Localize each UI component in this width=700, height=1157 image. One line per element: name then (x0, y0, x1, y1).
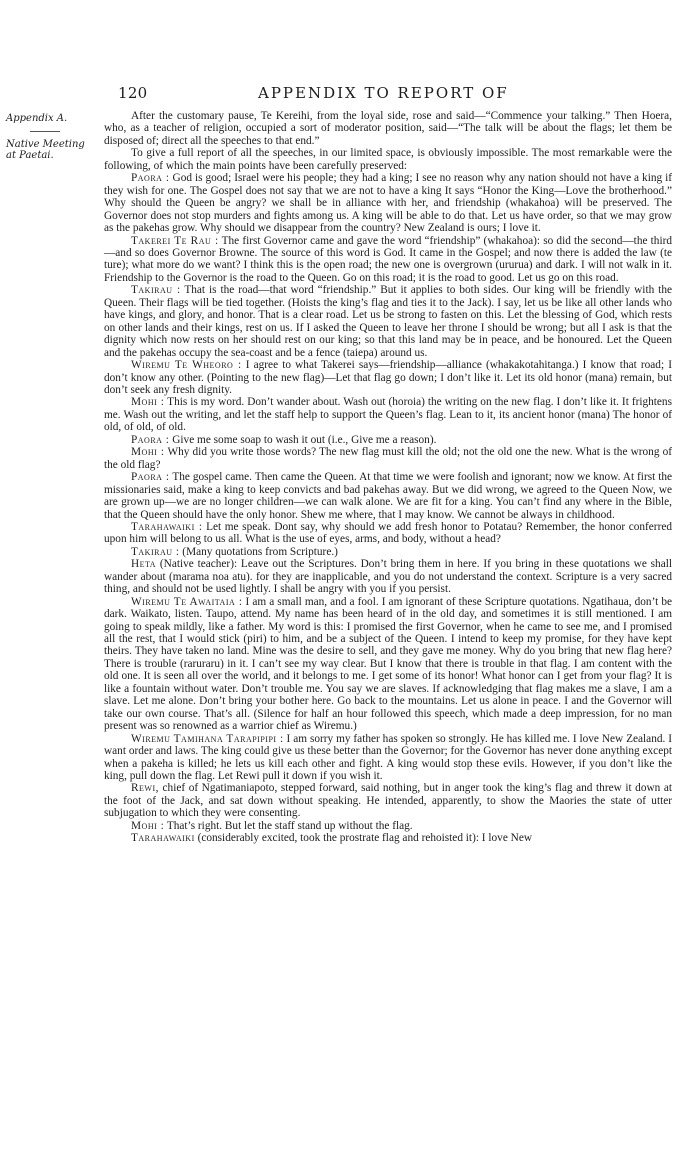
speaker-name: Heta (131, 558, 157, 571)
speech-text: (Native teacher): Leave out the Scriptures. Don’t bring them in here. If you bring in these quotations we shall wander about (marama noa atu). for they are inapplicable, and you do not understand the context. Scripture is a very sacred thing, and should not be used lightly. I shall be angry with you if you persist. (104, 558, 672, 596)
speaker-name: Mohi : (131, 446, 165, 459)
speech-paragraph (104, 359, 672, 396)
speech-text: chief of Ngatimaniapoto, stepped forward, said nothing, but in anger took the king’s flag and threw it down at the foot of the Jack, and sat down without speaking. He intended, apparently, to show the Maories the state of utter subjugation to which they were consenting. (104, 782, 672, 820)
paragraph-text: To give a full report of all the speeches, in our limited space, is obviously impossible. The most remarkable were the following, of which the main points have been carefully preserved: (104, 147, 672, 172)
speaker-name: Wiremu Te Wheoro : (131, 359, 242, 372)
speech-paragraph (104, 396, 672, 433)
speech-text: That is the road—that word “friendship.” But it applies to both sides. Our king will be friendly with the Queen. Their flags will be tied together. (Hoists the king’s flag and ties it to the Jack). I say, let us be like all other lands who have kings, and glory, and honor. That is a clear road. Let us be strong to fasten on this. Let the blessing of God, which rests on other lands and their kings, rest on us. If I asked the Queen to leave her throne I should be wrong; but all I ask is that the dignity which now rests on her should rest on our king; so that this land may be in peace, and be honoured. Let the Queen and the pakehas occupy the sea-coast and be a fence (taiepa) around us. (104, 284, 672, 359)
speaker-name: Paora : (131, 172, 170, 185)
speaker-name: Tarahawaiki : (131, 520, 203, 533)
speaker-name: Wiremu Tamihana Tarapipipi : (131, 732, 284, 745)
speaker-name: Paora : (131, 471, 170, 484)
margin-appendix-label: Appendix A. (6, 113, 68, 124)
speech-text: This is my word. Don’t wander about. Wash out (horoia) the writing on the new flag. I don’t like it. It frightens me. Wash out the writing, and let the staff help to support the Queen’s flag. Lean to it, its ancient honor (mana) The honor of old, of old, of old. (104, 396, 672, 434)
speaker-name: Mohi : (131, 819, 165, 832)
speech-text: I am sorry my father has spoken so strongly. He has killed me. I love New Zealand. I want order and laws. The king could give us these better than the Governor; for the Governor has never done anything except when a pakeha is killed; he lets us kill each other and fight. A king would stop these evils. However, if you don’t like the king, pull down the flag. Let Rewi pull it down if you wish it. (104, 732, 672, 783)
speech-paragraph (104, 235, 672, 285)
speech-paragraph (104, 558, 672, 595)
margin-topic-label: Native Meeting at Paetai. (6, 139, 85, 161)
speech-text: Give me some soap to wash it out (i.e., Give me a reason). (169, 433, 437, 446)
speech-paragraph (104, 596, 672, 733)
speech-text: The gospel came. Then came the Queen. At that time we were foolish and ignorant; now we know. At first the missionaries said, make a king to keep convicts and bad pakehas away. But we did wrong, we agreed to the Queen Now, we are grown up—we are no longer children—we can walk alone. We are fit for a king. You can’t find any where in the Bible, that the Queen should have the only honor. Shew me where, that I may know. We cannot be always in childhood. (104, 471, 673, 521)
report-body (104, 110, 672, 845)
speech-paragraph (104, 521, 672, 546)
speaker-name: Takirau : (131, 284, 181, 297)
speech-paragraph (104, 284, 672, 359)
speech-paragraph (104, 172, 672, 234)
speech-text: (considerably excited, took the prostrate flag and rehoisted it): I love New (194, 832, 532, 845)
speech-text: Let me speak. Dont say, why should we add fresh honor to Potatau? Remember, the honor conferred upon him will belong to us all. What is the use of eyes, arms, and body, without a head? (104, 520, 672, 546)
speech-text: I agree to what Takerei says—friendship—alliance (whakakotahitanga.) I know that road; I don’t know any other. (Pointing to the new flag)—Let that flag go down; I don’t like it. Let its old honor (mana) remain, but don’t seek any fresh dignity. (104, 359, 672, 396)
speech-text: Why did you write those words? The new flag must kill the old; not the old one the new. What is the wrong of the old flag? (104, 446, 672, 471)
speaker-name: Takerei Te Rau : (131, 234, 219, 247)
speech-text: I am a small man, and a fool. I am ignorant of these Scripture quotations. Ngatihaua, don’t be dark. Waikato, listen. Taupo, attend. My name has been heard of in the old day, and sometimes it is still mentioned. I am going to speak mildly, like a father. My word is this: I promised the first Governor, when he came to see me, and I promised all the rest, that I would stick (piri) to him, and be a subject of the Queen. I intend to keep my promise, for they have kept theirs. They have taken no land. Mine was the desire to sell, and they gave me money. Why do you bring that new flag here? There is trouble (raruraru) in it. I can’t see my way clear. But I know that there is trouble in that flag. I am content with the old one. It is seen all over the world, and it belongs to me. I get some of its honor! What honor can I get from your flag? It is like a fountain without water. Don’t trouble me. You say we are slaves. If acknowledging that flag makes me a slave, I am a slave. Let me alone. Don’t bring your bother here. Go back to the mountains. Let us alone in peace. I and the Governor will take our own course. That’s all. (Silence for half an hour followed this speech, which made a deep impression, for no man present was so renowned as a warrior chief as Wiremu.) (104, 595, 672, 733)
speech-paragraph (104, 733, 672, 783)
speech-paragraph (104, 446, 672, 471)
page-number: 120 (118, 84, 148, 102)
speech-text: That’s right. But let the staff stand up without the flag. (164, 819, 413, 832)
speech-text: The first Governor came and gave the word “friendship” (whakahoa): so did the second—the third—and so does Governor Browne. The source of this word is God. It came in the Gospel; and now there is added the law (te ture); what more do we want? I think this is the open road; the new one is overgrown (ururua) and dark. I will not walk in it. Friendship to the Governor is the road to the Queen. Go on this road; it is the road to good. Let us go on this road. (104, 234, 673, 284)
speech-paragraph (104, 471, 672, 521)
speaker-name: Rewi, (131, 782, 159, 795)
running-title: APPENDIX TO REPORT OF (258, 84, 509, 102)
speech-paragraph (104, 820, 672, 832)
speaker-name: Wiremu Te Awaitaia : (131, 595, 243, 608)
speech-paragraph (104, 546, 672, 558)
paragraph (104, 147, 672, 172)
speaker-name: Mohi : (131, 396, 165, 409)
paragraph (104, 110, 672, 147)
speech-text: God is good; Israel were his people; they had a king; I see no reason why any nation should not have a king if they wish for one. The Gospel does not say that we are not to have a king It says “Honor the King—Love the brotherhood.” Why should the Queen be angry? we shall be in alliance with her, and friendship (whakahoa) will be preserved. The Governor does not stop murders and fights among us. A king will be able to do that. Let us have order, so that we may grow as the pakehas grow. Why should we disappear from the country? New Zealand is ours; I love it. (104, 172, 673, 235)
speech-paragraph (104, 782, 672, 819)
paragraph-text: After the customary pause, Te Kereihi, from the loyal side, rose and said—“Commence your talking.” Then Hoera, who, as a teacher of religion, occupied a sort of moderator position, said—“The talk will be about the flags; let them be disposed of; direct all the speeches to that end.” (104, 110, 672, 147)
speech-paragraph (104, 434, 672, 446)
speech-paragraph (104, 832, 672, 844)
speaker-name: Takirau : (131, 545, 180, 558)
speaker-name: Tarahawaiki (131, 832, 195, 845)
speaker-name: Paora : (131, 433, 170, 446)
margin-divider (30, 131, 60, 132)
speech-text: (Many quotations from Scripture.) (179, 545, 338, 558)
